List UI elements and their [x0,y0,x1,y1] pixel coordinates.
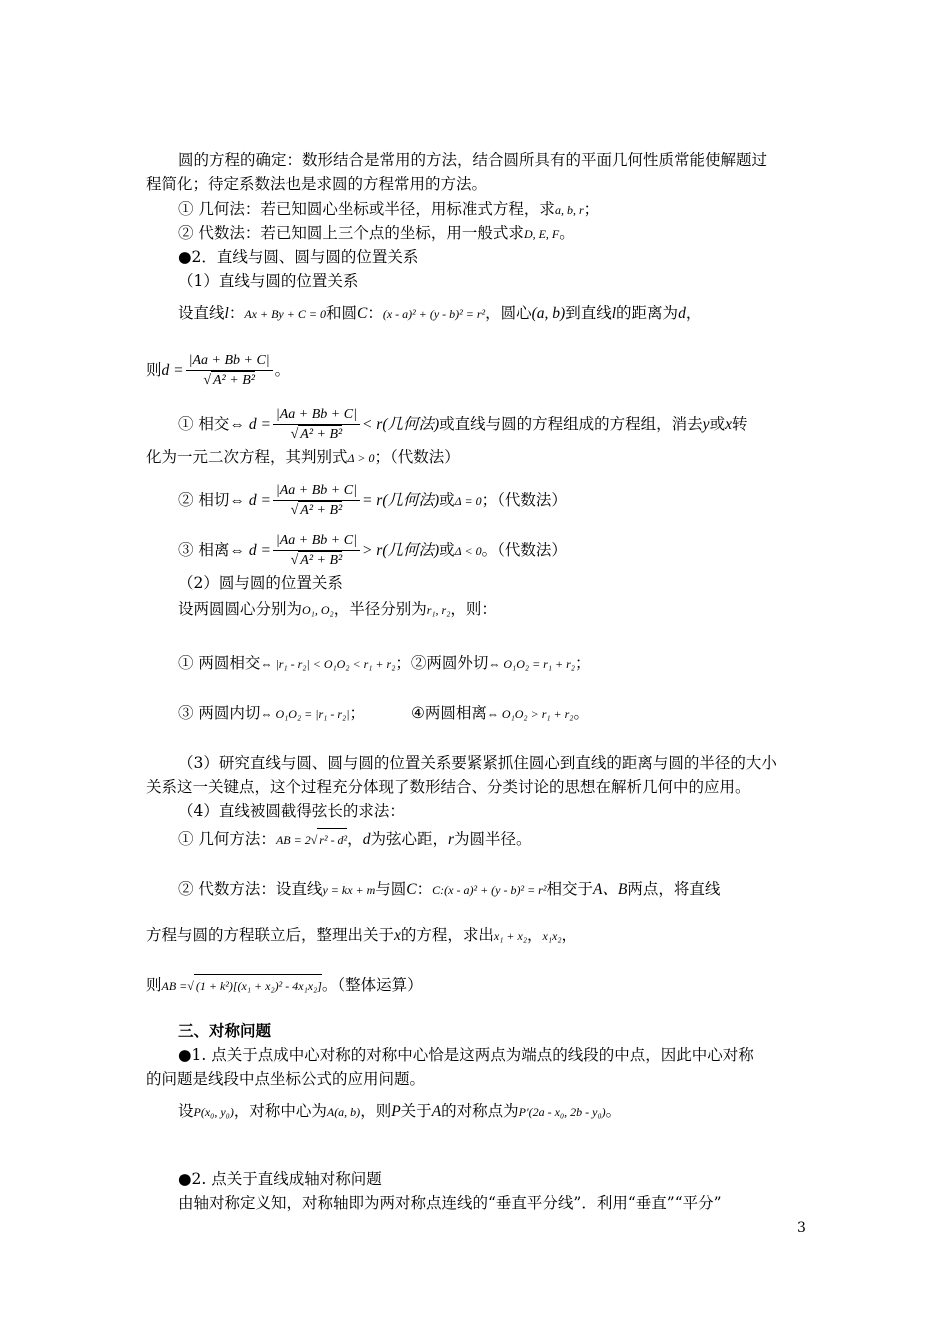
subsection-heading: （4）直线被圆截得弦长的求法： [178,802,405,820]
paragraph-line: （3）研究直线与圆、圆与圆的位置关系要紧紧抓住圆心到直线的距离与圆的半径的大小 [178,754,777,772]
text: ① 几何方法： [178,830,276,848]
math: = r(几何法) [361,492,440,509]
formula-line [146,974,423,997]
text: 关于 [400,1102,432,1120]
sqrt-sign: √ [310,833,318,847]
math: P′(2a - x₀, 2b - y₀) [518,1105,606,1119]
text: 转 [731,415,748,433]
text: ；②两圆外切 [395,654,489,672]
text: ① 两圆相交 [178,654,261,672]
math: y [702,416,710,433]
text: ，则： [450,600,497,618]
text: 或 [709,415,726,433]
math: ⇔ |r₁ - r₂| < O₁O₂ < r₁ + r₂ [260,657,396,671]
math: l [611,305,617,322]
formula-line [178,828,532,851]
paragraph-line: 程简化；待定系数法也是求圆的方程常用的方法。 [146,175,488,193]
fraction-numerator: |Aa + Bb + C| [273,482,360,501]
math: P [391,1103,401,1120]
text: 设两圆圆心分别为 [178,600,303,618]
page-number: 3 [797,1220,806,1236]
text: ， [685,304,702,322]
text: ；（代数法） [481,491,567,509]
text: ；（代数法） [374,448,460,466]
math: ⇔ d = [229,416,271,433]
text: ④两圆相离 [411,704,487,722]
paragraph-line [178,598,497,621]
distance-fraction [273,482,360,520]
text: ，对称中心为 [233,1102,327,1120]
sqrt-radicand: A² + B² [213,373,255,388]
math: x [394,927,401,944]
formula-line [146,352,290,390]
text: 或 [439,491,455,509]
text: ： [367,304,383,322]
text: 。（代数法） [481,541,567,559]
text: ； [574,654,591,672]
text: ① 几何法：若已知圆心坐标或半径，用标准式方程，求 [178,200,555,218]
math: (x - a)² + (y - b)² = r² [382,307,486,321]
text: ， [527,926,543,944]
math: d [678,305,686,322]
paragraph-line: ●1. 点关于点成中心对称的对称中心恰是这两点为端点的线段的中点，因此中心对称 [178,1046,754,1064]
text: 两点，将直线 [627,880,721,898]
math: Ax + By + C = 0 [244,307,326,321]
math: ⇔ d = [229,492,271,509]
math: O₁, O₂ [302,603,334,617]
text: ，圆心 [485,304,532,322]
math: A [431,1103,442,1120]
math: ⇔ O₁O₂ = |r₁ - r₂| [260,707,350,721]
math: > r(几何法) [361,542,440,559]
fraction-numerator: |Aa + Bb + C| [273,406,360,425]
paragraph-line: 由轴对称定义知，对称轴即为两对称点连线的“垂直平分线”．利用“垂直”“平分” [178,1194,722,1212]
text: 与圆 [375,880,407,898]
math: x [725,416,732,433]
distance-fraction [186,352,273,390]
text: ③ 两圆内切 [178,704,261,722]
math: D, E, F [523,227,560,241]
math: ⇔ O₁O₂ > r₁ + r₂ [486,707,574,721]
text: 设直线 [178,304,225,322]
sqrt-sign: √ [187,979,194,993]
text: ： [228,304,245,322]
math: AB = [161,979,188,993]
text: 为圆半径。 [454,830,532,848]
distance-fraction [273,406,360,444]
paragraph-line [178,222,575,245]
math: Δ < 0 [454,544,482,558]
sqrt-radicand: r² - d² [317,828,347,851]
paragraph-line [178,302,701,325]
math: C [406,881,417,898]
fraction-denominator: √ A² + B² [203,373,255,388]
paragraph-line [178,878,720,901]
math: r₁, r₂ [426,603,451,617]
math: r [447,831,454,848]
text: ，半径分别为 [333,600,427,618]
paragraph-line [178,702,589,725]
text: ； [349,704,366,722]
text: 和圆 [325,304,357,322]
paragraph-line: 关系这一关键点，这个过程充分体现了数形结合、分类讨论的思想在解析几何中的应用。 [146,778,751,796]
math: AB = 2 [275,833,311,847]
paragraph-line [146,924,577,947]
subsection-heading: （1）直线与圆的位置关系 [178,272,359,290]
text: 或直线与圆的方程组成的方程组，消去 [439,415,703,433]
sqrt-radicand: A² + B² [300,553,343,568]
math: P(x₀, y₀) [193,1105,234,1119]
math: < r(几何法) [361,416,440,433]
sqrt-radicand: A² + B² [300,503,343,518]
math: ⇔ O₁O₂ = r₁ + r₂ [488,657,575,671]
text: ， [561,926,578,944]
sqrt-radicand: A² + B² [300,427,343,442]
math: x₁x₂ [542,929,562,943]
math: C:(x - a)² + (y - b)² = r² [432,883,547,897]
text: ： [416,880,433,898]
math: (a, b) [531,305,566,322]
text: 相交于 [546,880,593,898]
text: ② 代数法：若已知圆上三个点的坐标，用一般式求 [178,224,524,242]
text: ③ 相离 [178,541,230,559]
sqrt-radicand: (1 + k²)[(x₁ + x₂)² - 4x₁x₂] [194,974,322,997]
math: l [224,305,229,322]
text: 设 [178,1102,194,1120]
text: 化为一元二次方程，其判别式 [146,448,348,466]
fraction-numerator: |Aa + Bb + C| [186,352,273,371]
text: 的距离为 [616,304,679,322]
text: 。 [573,704,589,722]
chapter-heading: 三、对称问题 [178,1021,272,1040]
formula-line [178,482,567,520]
math: a, b, r [554,203,584,217]
math: Δ > 0 [347,451,375,465]
math: ⇔ d = [229,542,271,559]
text: 方程与圆的方程联立后，整理出关于 [146,926,395,944]
text: ② 代数方法：设直线 [178,880,323,898]
math: Δ = 0 [454,494,482,508]
text: ① 相交 [178,415,230,433]
text: 则 [146,976,162,994]
section-heading: ●2. 点关于直线成轴对称问题 [178,1170,382,1188]
text: 的对称点为 [441,1102,519,1120]
text: 则 [146,361,162,379]
text: 。（整体运算） [321,976,423,994]
text: 到直线 [565,304,612,322]
fraction-denominator: √ A² + B² [290,427,343,442]
paragraph-line [178,198,599,221]
text: ； [583,200,600,218]
text: ② 相切 [178,491,230,509]
section-heading: ●2．直线与圆、圆与圆的位置关系 [178,248,419,266]
text: 。 [605,1102,622,1120]
distance-fraction [273,532,360,570]
math: A(a, b) [326,1105,361,1119]
text: 。 [559,224,575,242]
formula-line [178,532,567,570]
math: C [356,305,368,322]
fraction-denominator: √ A² + B² [290,503,343,518]
math: d [362,831,371,848]
paragraph-line [178,652,590,675]
fraction-numerator: |Aa + Bb + C| [273,532,360,551]
subsection-heading: （2）圆与圆的位置关系 [178,574,343,592]
text: ， [347,830,363,848]
math: A、B [592,881,628,898]
text: 为弦心距， [370,830,448,848]
text: 或 [439,541,455,559]
formula-line [178,406,747,444]
fraction-denominator: √ A² + B² [290,553,343,568]
math: y = kx + m [322,883,376,897]
paragraph-line [178,1100,621,1123]
paragraph-line: 的问题是线段中点坐标公式的应用问题。 [146,1070,426,1088]
text: 的方程，求出 [400,926,494,944]
text: 。 [274,361,291,379]
math: x₁ + x₂ [493,929,528,943]
text: ，则 [360,1102,392,1120]
paragraph-line [146,446,460,469]
math: d = [161,362,184,379]
paragraph-line: 圆的方程的确定：数形结合是常用的方法，结合圆所具有的平面几何性质常能使解题过 [178,151,768,169]
